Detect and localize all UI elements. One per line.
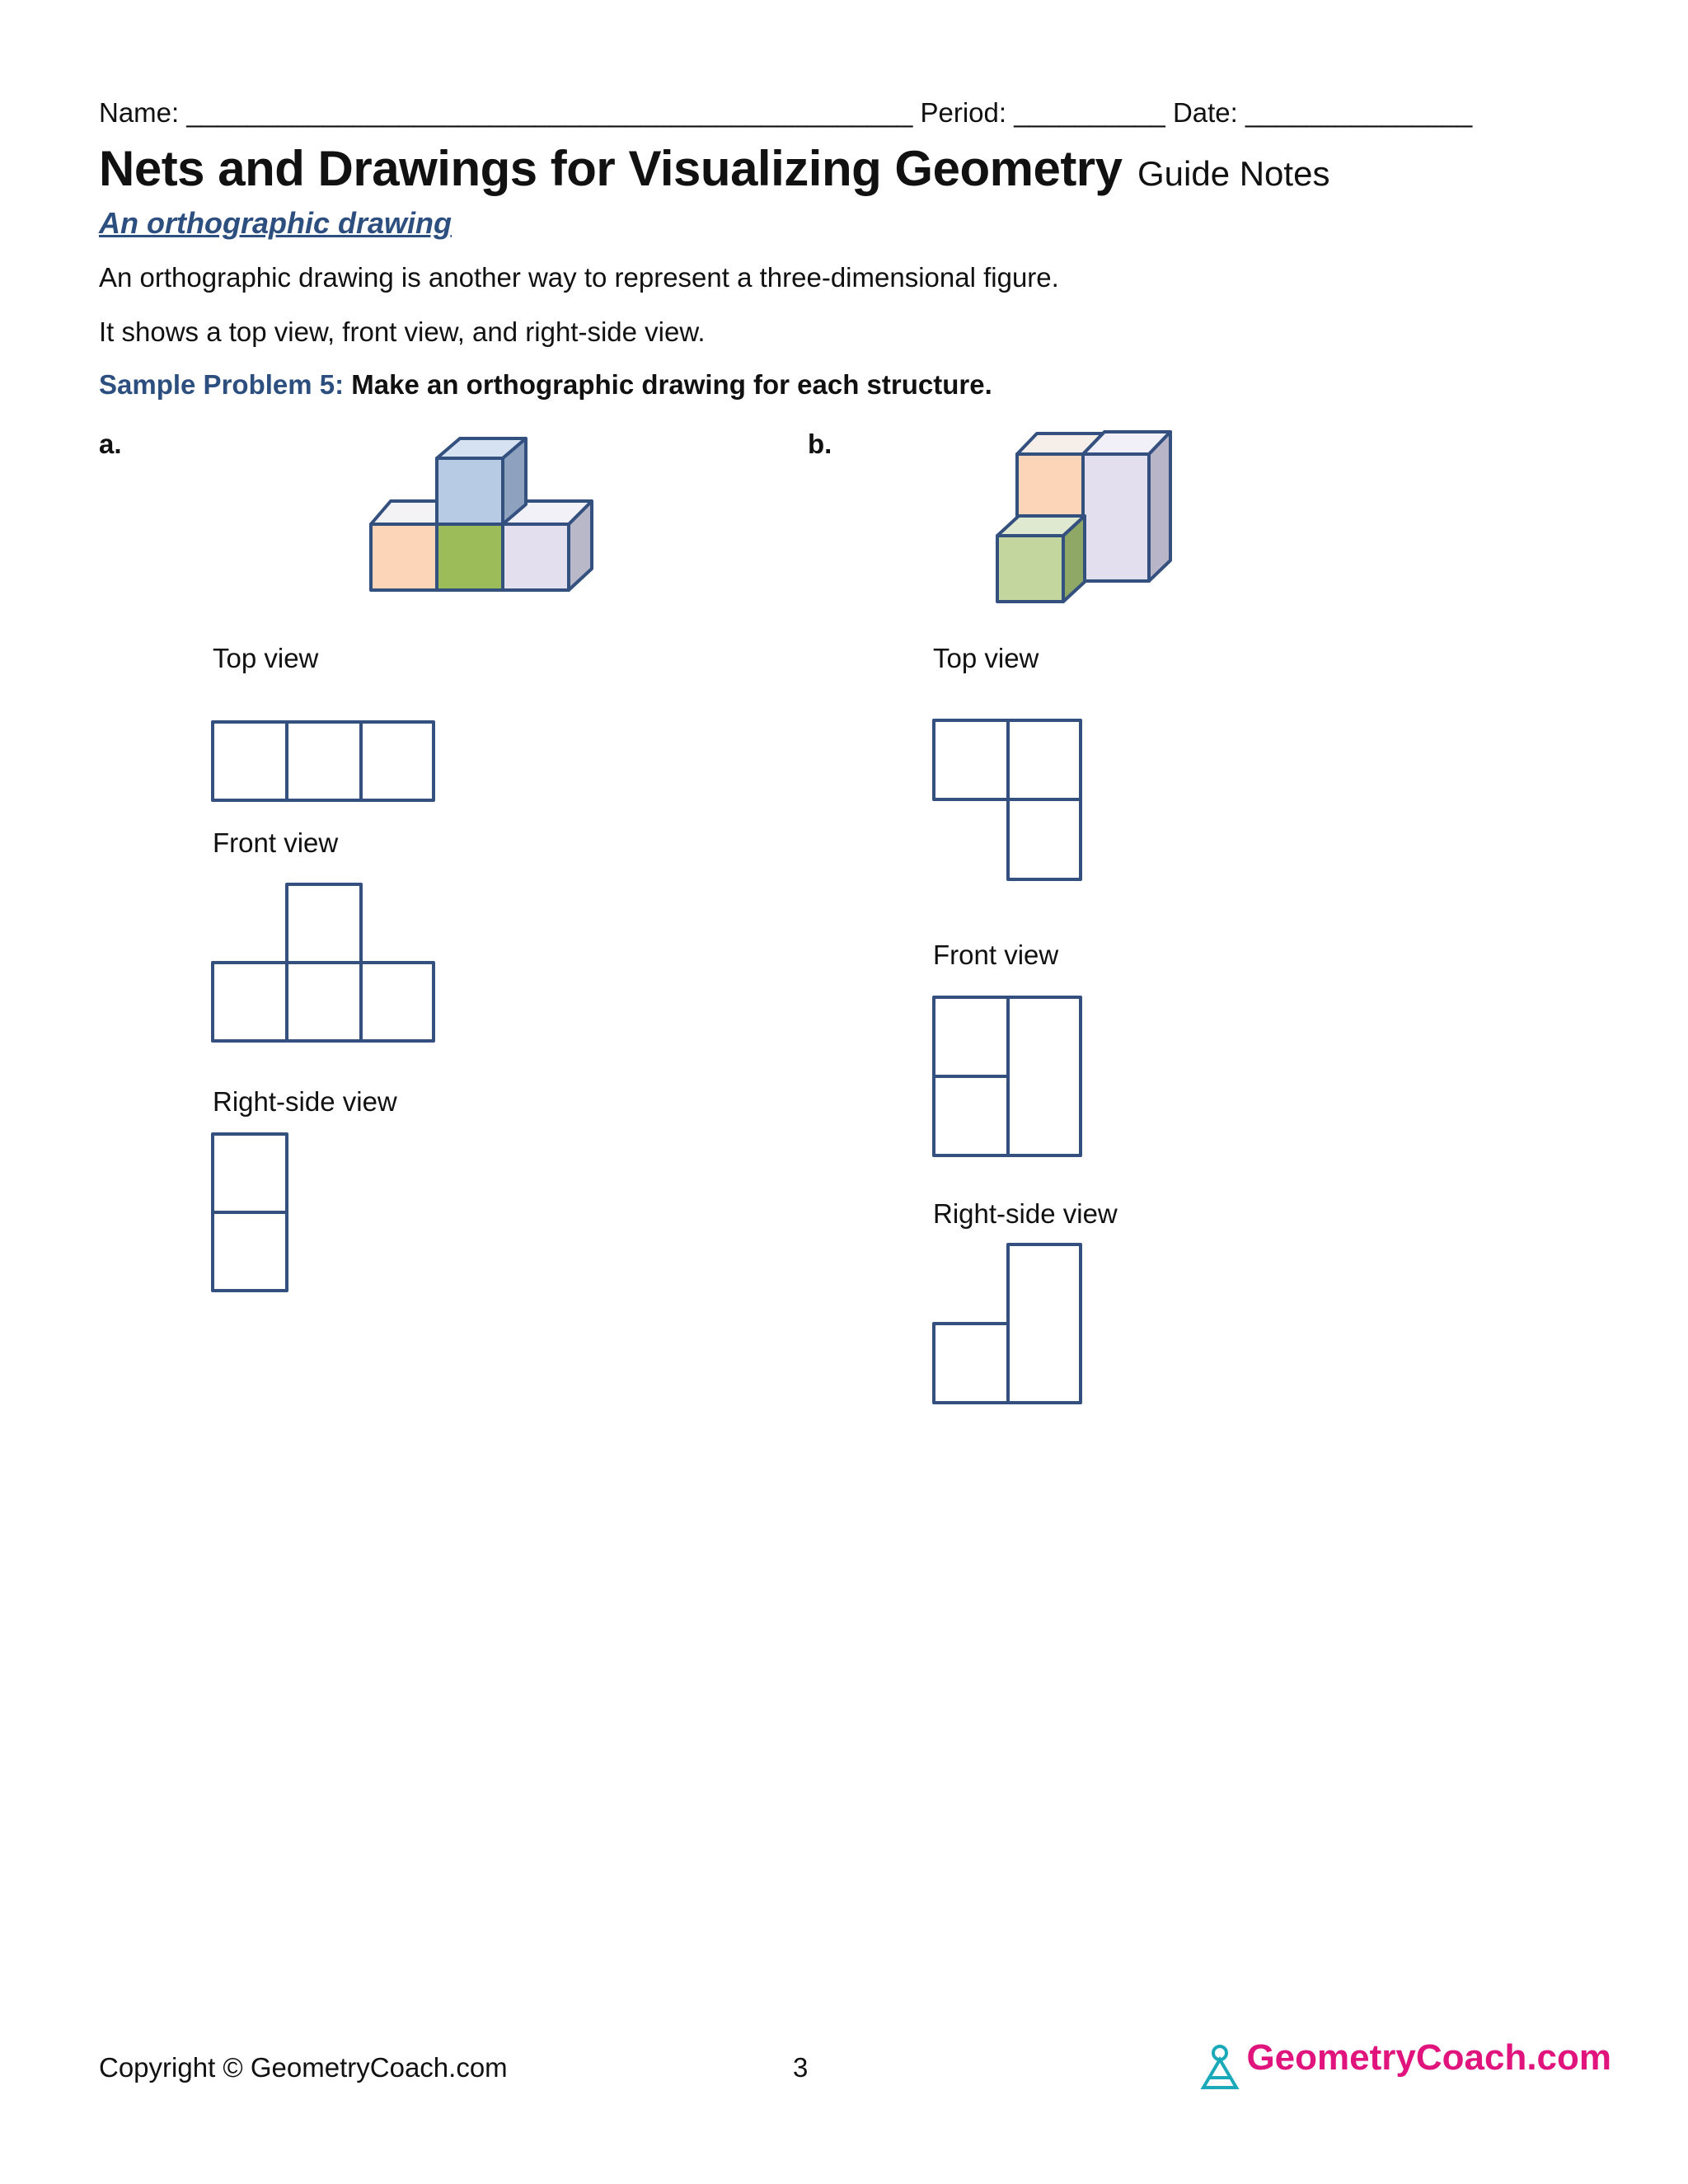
- part-b-tall-prism-front: [1083, 454, 1149, 581]
- part-a-lavender-cube-front: [503, 524, 569, 590]
- title-main: Nets and Drawings for Visualizing Geometry: [99, 141, 1123, 196]
- sample-problem-text: Make an orthographic drawing for each structure.: [351, 369, 992, 400]
- part-b-right-side-view-label: Right-side view: [933, 1198, 1118, 1229]
- part-b-top-view: [934, 720, 1081, 879]
- name-label: Name:: [99, 97, 180, 128]
- title-sub: Guide Notes: [1137, 154, 1330, 193]
- paragraph-1: An orthographic drawing is another way to represent a three-dimensional figure.: [99, 262, 1059, 293]
- part-b-right-side-view: [934, 1244, 1081, 1403]
- part-b-front-view-label: Front view: [933, 940, 1059, 970]
- period-field[interactable]: __________: [1014, 97, 1165, 128]
- part-b-structure: [997, 432, 1170, 602]
- part-b-label: b.: [808, 429, 832, 459]
- part-a-label: a.: [99, 429, 122, 459]
- part-a-top-view-label: Top view: [213, 643, 319, 673]
- part-b-peach-cube-front: [1017, 454, 1083, 520]
- part-a-front-view: [213, 884, 434, 1041]
- part-a-front-view-label: Front view: [213, 827, 339, 858]
- part-b-front-view: [934, 997, 1081, 1155]
- paragraph-2: It shows a top view, front view, and right-side view.: [99, 316, 706, 347]
- part-b-green-cube-front: [997, 536, 1063, 602]
- part-a-blue-cube-front: [437, 458, 503, 524]
- footer-logo: [1197, 2037, 1611, 2091]
- footer-logo-text: GeometryCoach.com: [1246, 2037, 1612, 2078]
- footer-page-number: 3: [793, 2052, 809, 2083]
- part-a-green-cube-front: [437, 524, 503, 590]
- part-a-right-side-view-label: Right-side view: [213, 1086, 397, 1117]
- date-label: Date:: [1172, 97, 1238, 128]
- period-label: Period:: [920, 97, 1007, 128]
- name-field[interactable]: ________________________________________________: [186, 97, 913, 128]
- date-field[interactable]: _______________: [1245, 97, 1473, 128]
- part-a-right-side-view: [213, 1134, 287, 1291]
- sample-problem-label: Sample Problem 5:: [99, 369, 345, 400]
- part-a-peach-cube-front: [371, 524, 437, 590]
- part-b-top-view-label: Top view: [933, 643, 1039, 673]
- footer-copyright: Copyright © GeometryCoach.com: [99, 2052, 508, 2083]
- part-a-structure: [371, 438, 592, 590]
- part-b-tall-prism-side: [1149, 432, 1170, 581]
- part-a-top-view: [213, 722, 434, 800]
- geometry-coach-logo-icon: [1197, 2041, 1243, 2091]
- section-heading: An orthographic drawing: [99, 206, 452, 240]
